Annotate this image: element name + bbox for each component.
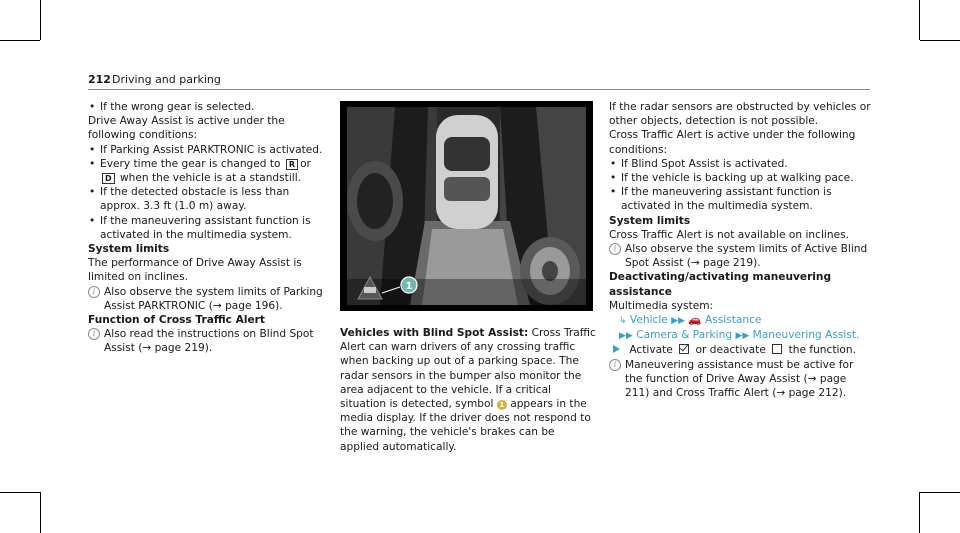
list-item: • If the maneuvering assistant function is activated in the multimedia system. [609, 185, 871, 213]
function-heading: Function of Cross Traffic Alert [88, 314, 265, 327]
page-number: 212 [88, 73, 111, 86]
note-text: Maneuvering assistance must be active for the function of Drive Away Assist (→ page 211) and Cross Traffic Alert (→ page 212). [625, 358, 854, 400]
paragraph: Cross Traffic Alert is not available on inclines. [609, 228, 849, 241]
info-icon: i [609, 243, 621, 255]
deactivating-heading: Deactivating/activating maneuvering assistance [609, 271, 832, 298]
menu-path [609, 328, 871, 343]
left-column [88, 100, 324, 356]
vehicles-text: Cross Traffic Alert can warn drivers of any crossing traffic when backing up out of a parking space. The radar sensors in the bumper also monitor the area adjacent to the vehicle. If a critical situation is detected, symbol [340, 327, 596, 411]
list-item: • If Parking Assist PARKTRONIC is activated. [88, 143, 324, 157]
chevron-right-icon: ▶▶ [619, 331, 633, 342]
menu-item-vehicle[interactable]: Vehicle [629, 314, 668, 327]
info-note [609, 358, 871, 401]
list-item: • If the maneuvering assistant function is activated in the multimedia system. [88, 214, 324, 242]
system-limits-heading: System limits [88, 243, 170, 256]
paragraph: The performance of Drive Away Assist is limited on inclines. [88, 257, 302, 284]
list-item-text: when the vehicle is at a standstill. [120, 172, 302, 185]
multimedia-label: Multimedia system: [609, 299, 714, 312]
vehicles-text: appears in the media display. If the driver does not respond to the warning, the vehicle's brakes can be applied automatically. [340, 398, 591, 453]
chevron-right-icon: ▶▶ [735, 331, 750, 342]
crop-mark [40, 0, 41, 40]
info-icon: i [609, 359, 621, 371]
list-item: • If the wrong gear is selected. [88, 100, 324, 114]
crop-mark [0, 492, 40, 493]
right-column [609, 100, 871, 400]
action-arrow-icon [613, 345, 620, 353]
info-note [609, 242, 871, 270]
list-item: • If Blind Spot Assist is activated. [609, 157, 871, 171]
enter-arrow-icon: ↳ [619, 316, 627, 327]
crop-mark [919, 0, 920, 40]
chevron-right-icon: ▶▶ [671, 316, 686, 327]
symbol-badge: 1 [497, 400, 507, 410]
gear-d-key: D [102, 173, 115, 184]
menu-path [609, 313, 871, 328]
checkbox-checked-icon[interactable] [679, 344, 689, 354]
crop-mark [920, 40, 960, 41]
or-text: or [300, 157, 311, 170]
action-text: Activate [629, 344, 673, 357]
parking-scene-illustration [340, 101, 593, 311]
info-note [88, 285, 324, 313]
list-item-text: Every time the gear is changed to [100, 157, 281, 170]
paragraph: If the radar sensors are obstructed by vehicles or other objects, detection is not possible. [609, 101, 871, 128]
action-text: or deactivate [695, 344, 766, 357]
gear-r-key: R [286, 159, 298, 170]
car-icon: 🚗 [688, 314, 702, 327]
paragraph: Drive Away Assist is active under the following conditions: [88, 115, 285, 142]
system-limits-heading: System limits [609, 214, 691, 227]
list-item: • If the detected obstacle is less than approx. 3.3 ft (1.0 m) away. [88, 185, 324, 213]
crop-mark [40, 492, 41, 533]
action-text: the function. [788, 344, 856, 357]
callout-number: 1 [405, 281, 413, 292]
header-rule [88, 89, 870, 90]
crop-mark [0, 40, 40, 41]
checkbox-empty-icon[interactable] [772, 344, 782, 354]
paragraph: Cross Traffic Alert is active under the following conditions: [609, 129, 856, 156]
section-title: Driving and parking [112, 73, 221, 86]
menu-item-maneuvering-assist[interactable]: Maneuvering Assist. [752, 329, 860, 342]
note-text: Also observe the system limits of Parking Assist PARKTRONIC (→ page 196). [104, 285, 323, 312]
menu-item-assistance[interactable]: Assistance [704, 314, 762, 327]
info-icon: i [88, 328, 100, 340]
crop-mark [920, 492, 960, 493]
list-item: • If the vehicle is backing up at walking pace. [609, 171, 871, 185]
vehicles-heading: Vehicles with Blind Spot Assist: [340, 327, 529, 339]
list-item [88, 157, 324, 185]
note-text: Also observe the system limits of Active Blind Spot Assist (→ page 219). [625, 243, 868, 270]
action-step [609, 343, 871, 357]
crop-mark [919, 492, 920, 533]
info-note [88, 327, 324, 355]
menu-item-camera-parking[interactable]: Camera & Parking [636, 329, 733, 342]
middle-column [340, 326, 596, 454]
info-icon: i [88, 286, 100, 298]
note-text: Also read the instructions on Blind Spot Assist (→ page 219). [104, 328, 314, 355]
camera-parking-image [340, 101, 593, 311]
